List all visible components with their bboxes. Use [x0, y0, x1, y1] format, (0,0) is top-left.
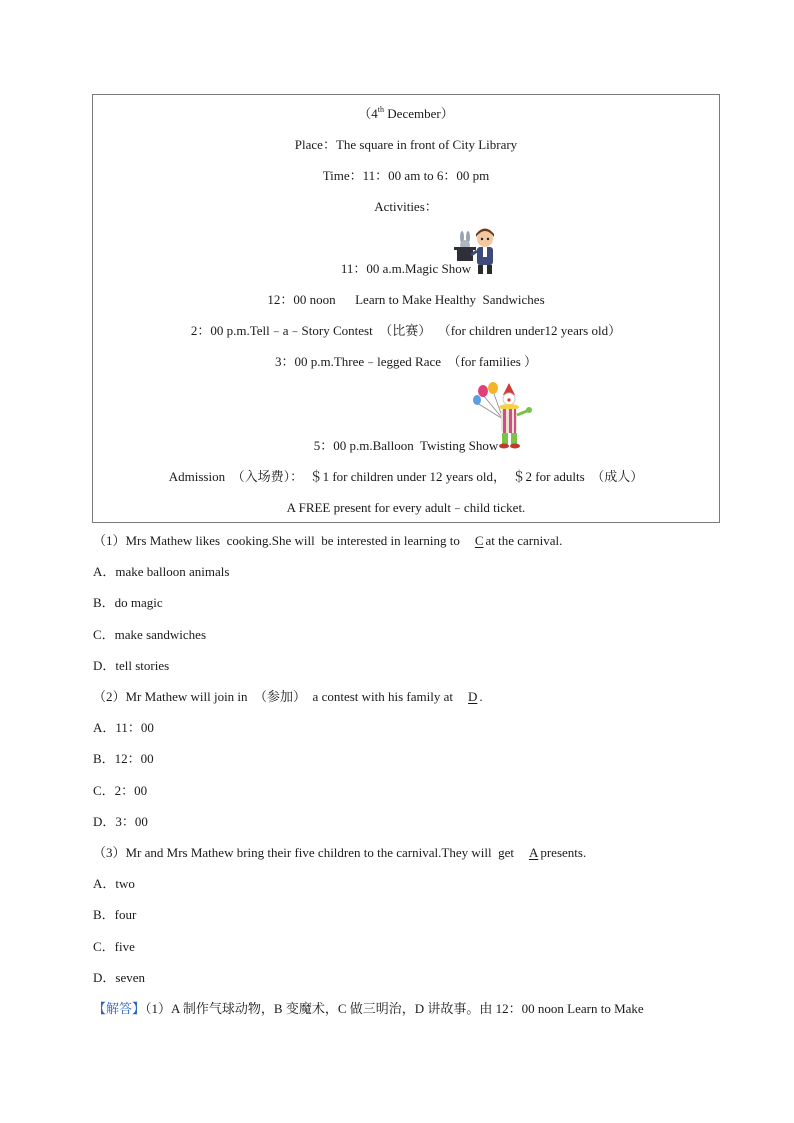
q1-option-b: B．do magic [93, 595, 163, 610]
notice-time: Time：11：00 am to 6：00 pm [322, 168, 490, 183]
q3-option-d: D．seven [93, 970, 145, 985]
notice-date: （4th December） [358, 105, 454, 121]
notice-place: Place：The square in front of City Library [294, 137, 518, 152]
activity-balloon-show: 5：00 p.m.Balloon Twisting Show [313, 438, 499, 453]
q2-option-a: A．11：00 [93, 720, 154, 735]
solution-label: 【解答】 [93, 1001, 146, 1016]
activity-story-contest: 2：00 p.m.Tell﹣a﹣Story Contest （比赛） （for children under12 years old） [190, 323, 622, 338]
notice-box [92, 94, 720, 523]
activity-magic-show: 11：00 a.m.Magic Show [340, 261, 472, 276]
q3-option-a: A．two [93, 876, 135, 891]
answer-blank-1: C [474, 533, 484, 548]
q1-option-d: D．tell stories [93, 658, 170, 673]
activity-sandwiches: 12：00 noon Learn to Make Healthy Sandwiches [267, 292, 545, 307]
answer-blank-2: D [468, 689, 478, 704]
q2-option-b: B．12：00 [93, 751, 154, 766]
q3-option-c: C．five [93, 939, 135, 954]
question-1: （1）Mrs Mathew likes cooking.She will be interested in learning to C at the carnival. [93, 533, 563, 548]
q2-option-d: D．3：00 [93, 814, 148, 829]
question-2: （2）Mr Mathew will join in （参加） a contest with his family at D . [93, 689, 483, 704]
q1-option-a: A．make balloon animals [93, 564, 230, 579]
solution-line [93, 1001, 644, 1017]
q2-option-c: C．2：00 [93, 783, 148, 798]
notice-admission: Admission （入场费）： ＄1 for children under 12 years old， ＄2 for adults （成人） [168, 469, 644, 484]
solution-text: （1）A 制作气球动物，B 变魔术，C 做三明治，D 讲故事。由 12：00 noon Learn to Make [145, 1001, 644, 1016]
q1-option-c: C．make sandwiches [93, 627, 207, 642]
answer-blank-3: A [528, 845, 539, 860]
activity-three-legged-race: 3：00 p.m.Three﹣legged Race （for families ） [274, 354, 538, 369]
question-3: （3）Mr and Mrs Mathew bring their five children to the carnival.They will get A presents. [93, 845, 587, 860]
notice-present: A FREE present for every adult﹣child ticket. [286, 500, 526, 515]
notice-activities-label: Activities： [374, 199, 438, 214]
q3-option-b: B．four [93, 907, 137, 922]
